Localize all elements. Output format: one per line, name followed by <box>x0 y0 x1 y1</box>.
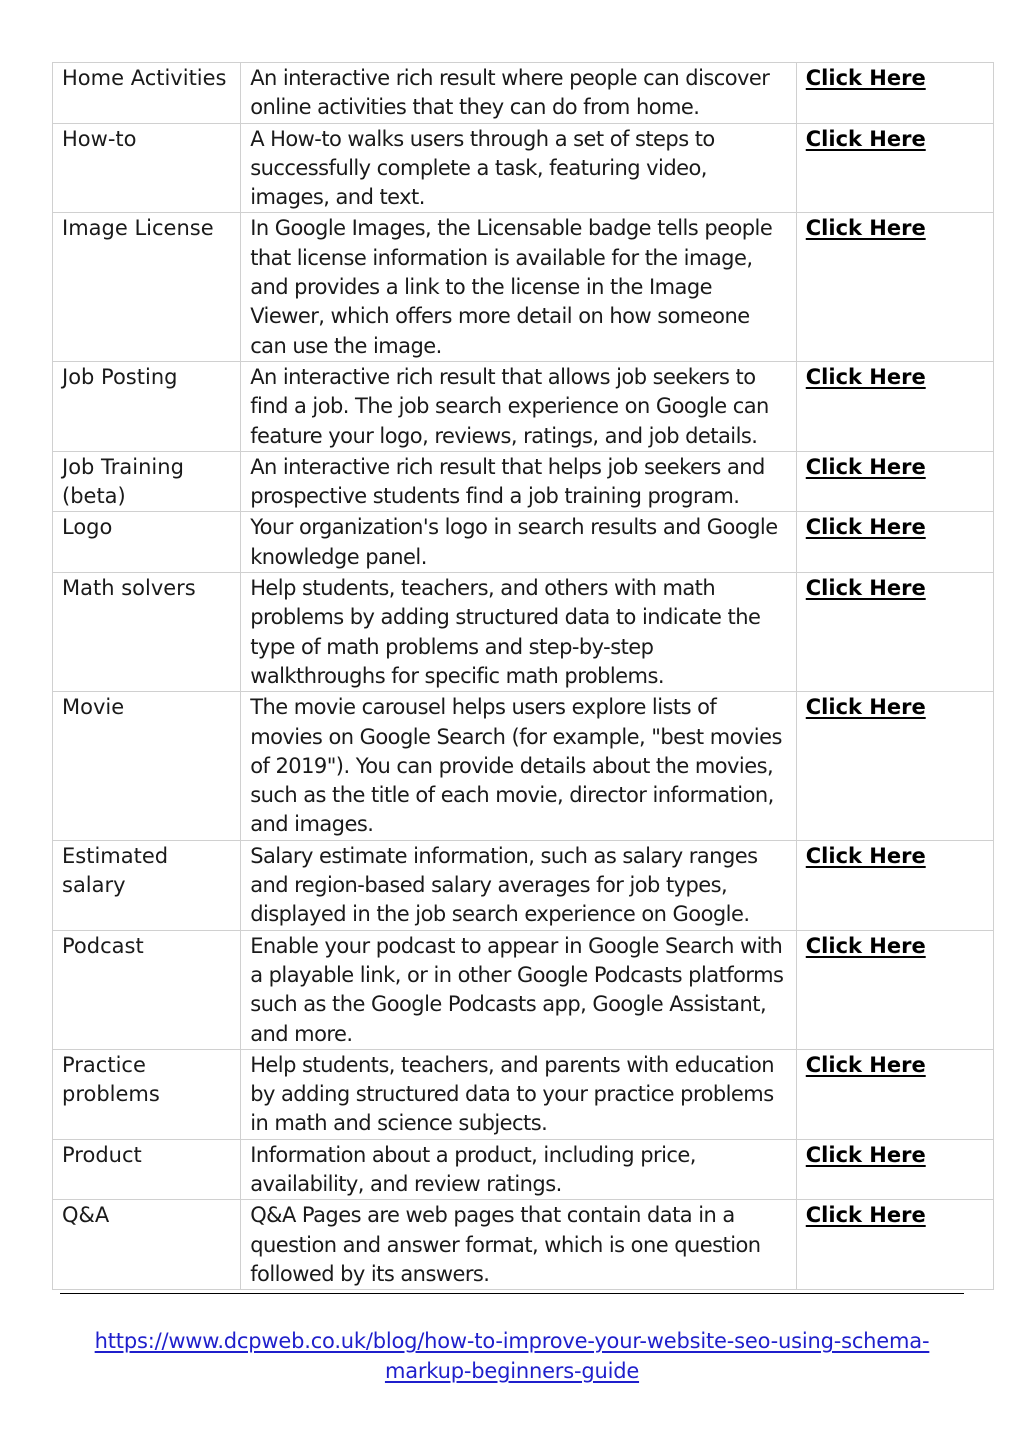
schema-type-name: Q&A <box>53 1200 241 1290</box>
link-cell <box>796 1139 993 1200</box>
link-cell <box>796 213 993 361</box>
link-cell <box>796 451 993 512</box>
click-here-link[interactable]: Click Here <box>805 66 926 90</box>
schema-type-name: Practice problems <box>53 1049 241 1139</box>
table-row <box>53 573 994 692</box>
click-here-link[interactable]: Click Here <box>805 216 926 241</box>
click-here-link[interactable]: Click Here <box>805 515 926 540</box>
click-here-link[interactable]: Click Here <box>805 1052 926 1077</box>
link-cell <box>796 840 993 930</box>
table-row <box>53 451 994 512</box>
footer-source-link[interactable]: https://www.dcpweb.co.uk/blog/how-to-improve-your-website-seo-using-schema-markup-beginners-guide <box>94 1329 930 1383</box>
table-row <box>53 213 994 361</box>
schema-type-description: In Google Images, the Licensable badge tells people that license information is available for the image, and provides a link to the license in the Image Viewer, which offers more detail on how someone can use the image. <box>241 213 797 361</box>
footer-divider <box>60 1293 964 1294</box>
click-here-link[interactable]: Click Here <box>805 126 926 151</box>
click-here-link[interactable]: Click Here <box>805 364 926 389</box>
schema-type-name: Image License <box>53 213 241 361</box>
click-here-link[interactable]: Click Here <box>805 1203 926 1228</box>
schema-type-name: How-to <box>53 123 241 213</box>
link-cell <box>796 1049 993 1139</box>
schema-type-name: Product <box>53 1139 241 1200</box>
schema-type-description: Salary estimate information, such as salary ranges and region-based salary averages for job types, displayed in the job search experience on Google. <box>241 840 797 930</box>
table-row <box>53 1139 994 1200</box>
click-here-link[interactable]: Click Here <box>805 843 926 868</box>
schema-type-name: Job Posting <box>53 361 241 451</box>
schema-type-description: An interactive rich result where people can discover online activities that they can do from home. <box>241 63 797 124</box>
link-cell <box>796 930 993 1049</box>
table-row <box>53 63 994 124</box>
link-cell <box>796 123 993 213</box>
table-body <box>53 63 994 1290</box>
schema-type-name: Estimated salary <box>53 840 241 930</box>
click-here-link[interactable]: Click Here <box>805 576 926 601</box>
table-row <box>53 930 994 1049</box>
table-row <box>53 361 994 451</box>
table-row <box>53 123 994 213</box>
schema-type-description: An interactive rich result that helps job seekers and prospective students find a job training program. <box>241 451 797 512</box>
schema-types-table <box>52 62 994 1290</box>
schema-type-name: Podcast <box>53 930 241 1049</box>
schema-type-description: Help students, teachers, and parents with education by adding structured data to your practice problems in math and science subjects. <box>241 1049 797 1139</box>
table-row <box>53 692 994 840</box>
schema-type-name: Home Activities <box>53 63 241 124</box>
link-cell <box>796 512 993 573</box>
schema-type-description: Your organization's logo in search results and Google knowledge panel. <box>241 512 797 573</box>
link-cell <box>796 1200 993 1290</box>
schema-type-description: Q&A Pages are web pages that contain data in a question and answer format, which is one question followed by its answers. <box>241 1200 797 1290</box>
schema-type-description: Help students, teachers, and others with math problems by adding structured data to indicate the type of math problems and step-by-step walkthroughs for specific math problems. <box>241 573 797 692</box>
schema-type-description: Information about a product, including price, availability, and review ratings. <box>241 1139 797 1200</box>
schema-type-description: The movie carousel helps users explore lists of movies on Google Search (for example, "best movies of 2019"). You can provide details about the movies, such as the title of each movie, director information, and images. <box>241 692 797 840</box>
link-cell <box>796 63 993 124</box>
schema-type-description: Enable your podcast to appear in Google Search with a playable link, or in other Google Podcasts platforms such as the Google Podcasts app, Google Assistant, and more. <box>241 930 797 1049</box>
link-cell <box>796 573 993 692</box>
click-here-link[interactable]: Click Here <box>805 454 926 479</box>
table-row <box>53 1200 994 1290</box>
schema-type-name: Job Training (beta) <box>53 451 241 512</box>
schema-type-description: A How-to walks users through a set of steps to successfully complete a task, featuring video, images, and text. <box>241 123 797 213</box>
link-cell <box>796 361 993 451</box>
schema-type-description: An interactive rich result that allows job seekers to find a job. The job search experience on Google can feature your logo, reviews, ratings, and job details. <box>241 361 797 451</box>
click-here-link[interactable]: Click Here <box>805 1142 926 1167</box>
click-here-link[interactable]: Click Here <box>805 933 926 958</box>
link-cell <box>796 692 993 840</box>
schema-type-name: Logo <box>53 512 241 573</box>
click-here-link[interactable]: Click Here <box>805 695 926 720</box>
table-row <box>53 840 994 930</box>
schema-type-name: Math solvers <box>53 573 241 692</box>
table-row <box>53 512 994 573</box>
schema-type-name: Movie <box>53 692 241 840</box>
table-row <box>53 1049 994 1139</box>
